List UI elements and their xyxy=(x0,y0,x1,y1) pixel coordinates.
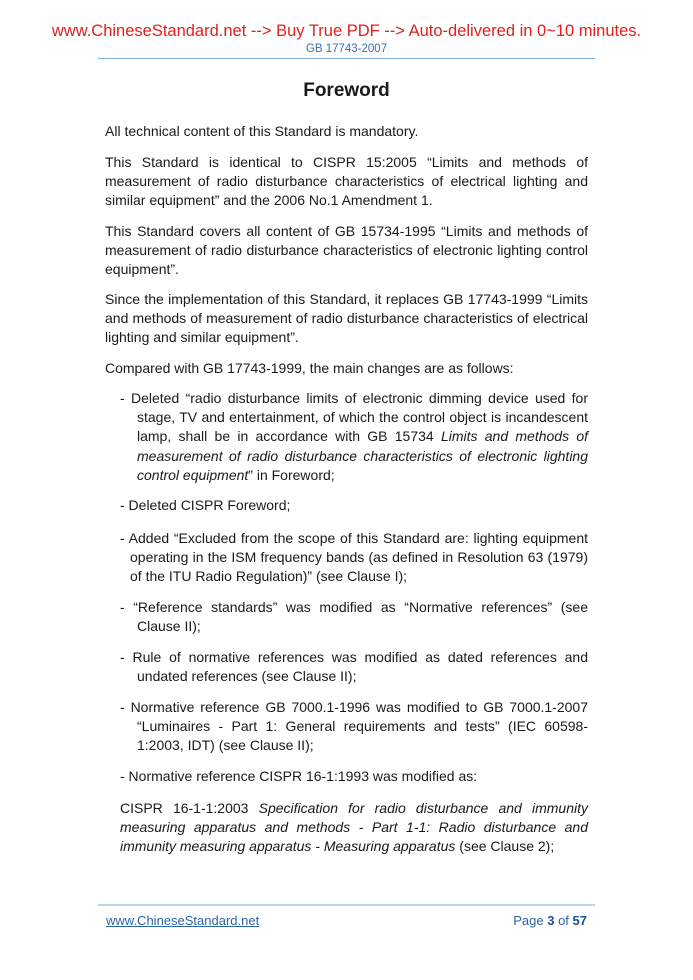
text: - Deleted “radio disturbance limits of electronic dimming device used for stage, TV and entertainment, of which the control object is incandescent lamp, shall be in accordance with GB 15734 xyxy=(120,390,588,445)
paragraph: Compared with GB 17743-1999, the main changes are as follows: xyxy=(105,360,514,376)
list-item: - Rule of normative references was modified as dated references and undated references (see Clause II); xyxy=(120,649,588,685)
footer-link[interactable]: www.ChineseStandard.net xyxy=(106,913,260,928)
paragraph xyxy=(120,799,588,857)
paragraph: Since the implementation of this Standard, it replaces GB 17743-1999 “Limits and methods of measurement of radio disturbance characteristics of electrical lighting and similar equipment”. xyxy=(105,291,588,346)
text: ” in Foreword; xyxy=(248,466,335,483)
page-number xyxy=(513,913,587,928)
text: (see Clause 2); xyxy=(455,838,555,855)
footer-divider xyxy=(98,904,595,906)
paragraph: This Standard is identical to CISPR 15:2005 “Limits and methods of measurement of radio disturbance characteristics of electrical lighting and similar equipment” and the 2006 No.1 Amendment 1. xyxy=(105,154,588,209)
list-item xyxy=(120,389,588,485)
text: CISPR 16-1-1:2003 xyxy=(120,800,259,816)
list-item: - Deleted CISPR Foreword; xyxy=(120,497,291,513)
total-pages: 57 xyxy=(572,913,587,928)
italic-title: Specification for radio disturbance and immunity measuring apparatus and methods - Part 1-1: Radio disturbance and immunity measuring apparatus - Measuring apparatus xyxy=(120,800,588,855)
list-item: - Normative reference CISPR 16-1:1993 was modified as: xyxy=(120,768,478,784)
list-item: - Normative reference GB 7000.1-1996 was modified to GB 7000.1-2007 “Luminaires - Part 1: General requirements and tests” (IEC 60598-1:2003, IDT) (see Clause II); xyxy=(120,699,588,754)
list-item: - Added “Excluded from the scope of this Standard are: lighting equipment operating in the ISM frequency bands (as defined in Resolution 63 (1979) of the ITU Radio Regulation)” (see Clause I); xyxy=(120,530,588,585)
header-divider xyxy=(98,58,595,59)
text: Page xyxy=(513,913,548,928)
paragraph: All technical content of this Standard is mandatory. xyxy=(105,123,419,139)
text: of xyxy=(554,913,573,928)
promo-banner-link[interactable]: www.ChineseStandard.net --> Buy True PDF --> Auto-delivered in 0~10 minutes. xyxy=(51,22,642,40)
page-title: Foreword xyxy=(303,80,390,101)
standard-number: GB 17743-2007 xyxy=(305,43,388,55)
paragraph: This Standard covers all content of GB 15734-1995 “Limits and methods of measurement of radio disturbance characteristics of electronic lighting control equipment”. xyxy=(105,223,588,278)
list-item: - “Reference standards” was modified as “Normative references” (see Clause II); xyxy=(120,599,588,635)
current-page: 3 xyxy=(547,913,555,928)
italic-title: Limits and methods of measurement of radio disturbance characteristics of electronic lighting control equipment xyxy=(137,428,588,483)
